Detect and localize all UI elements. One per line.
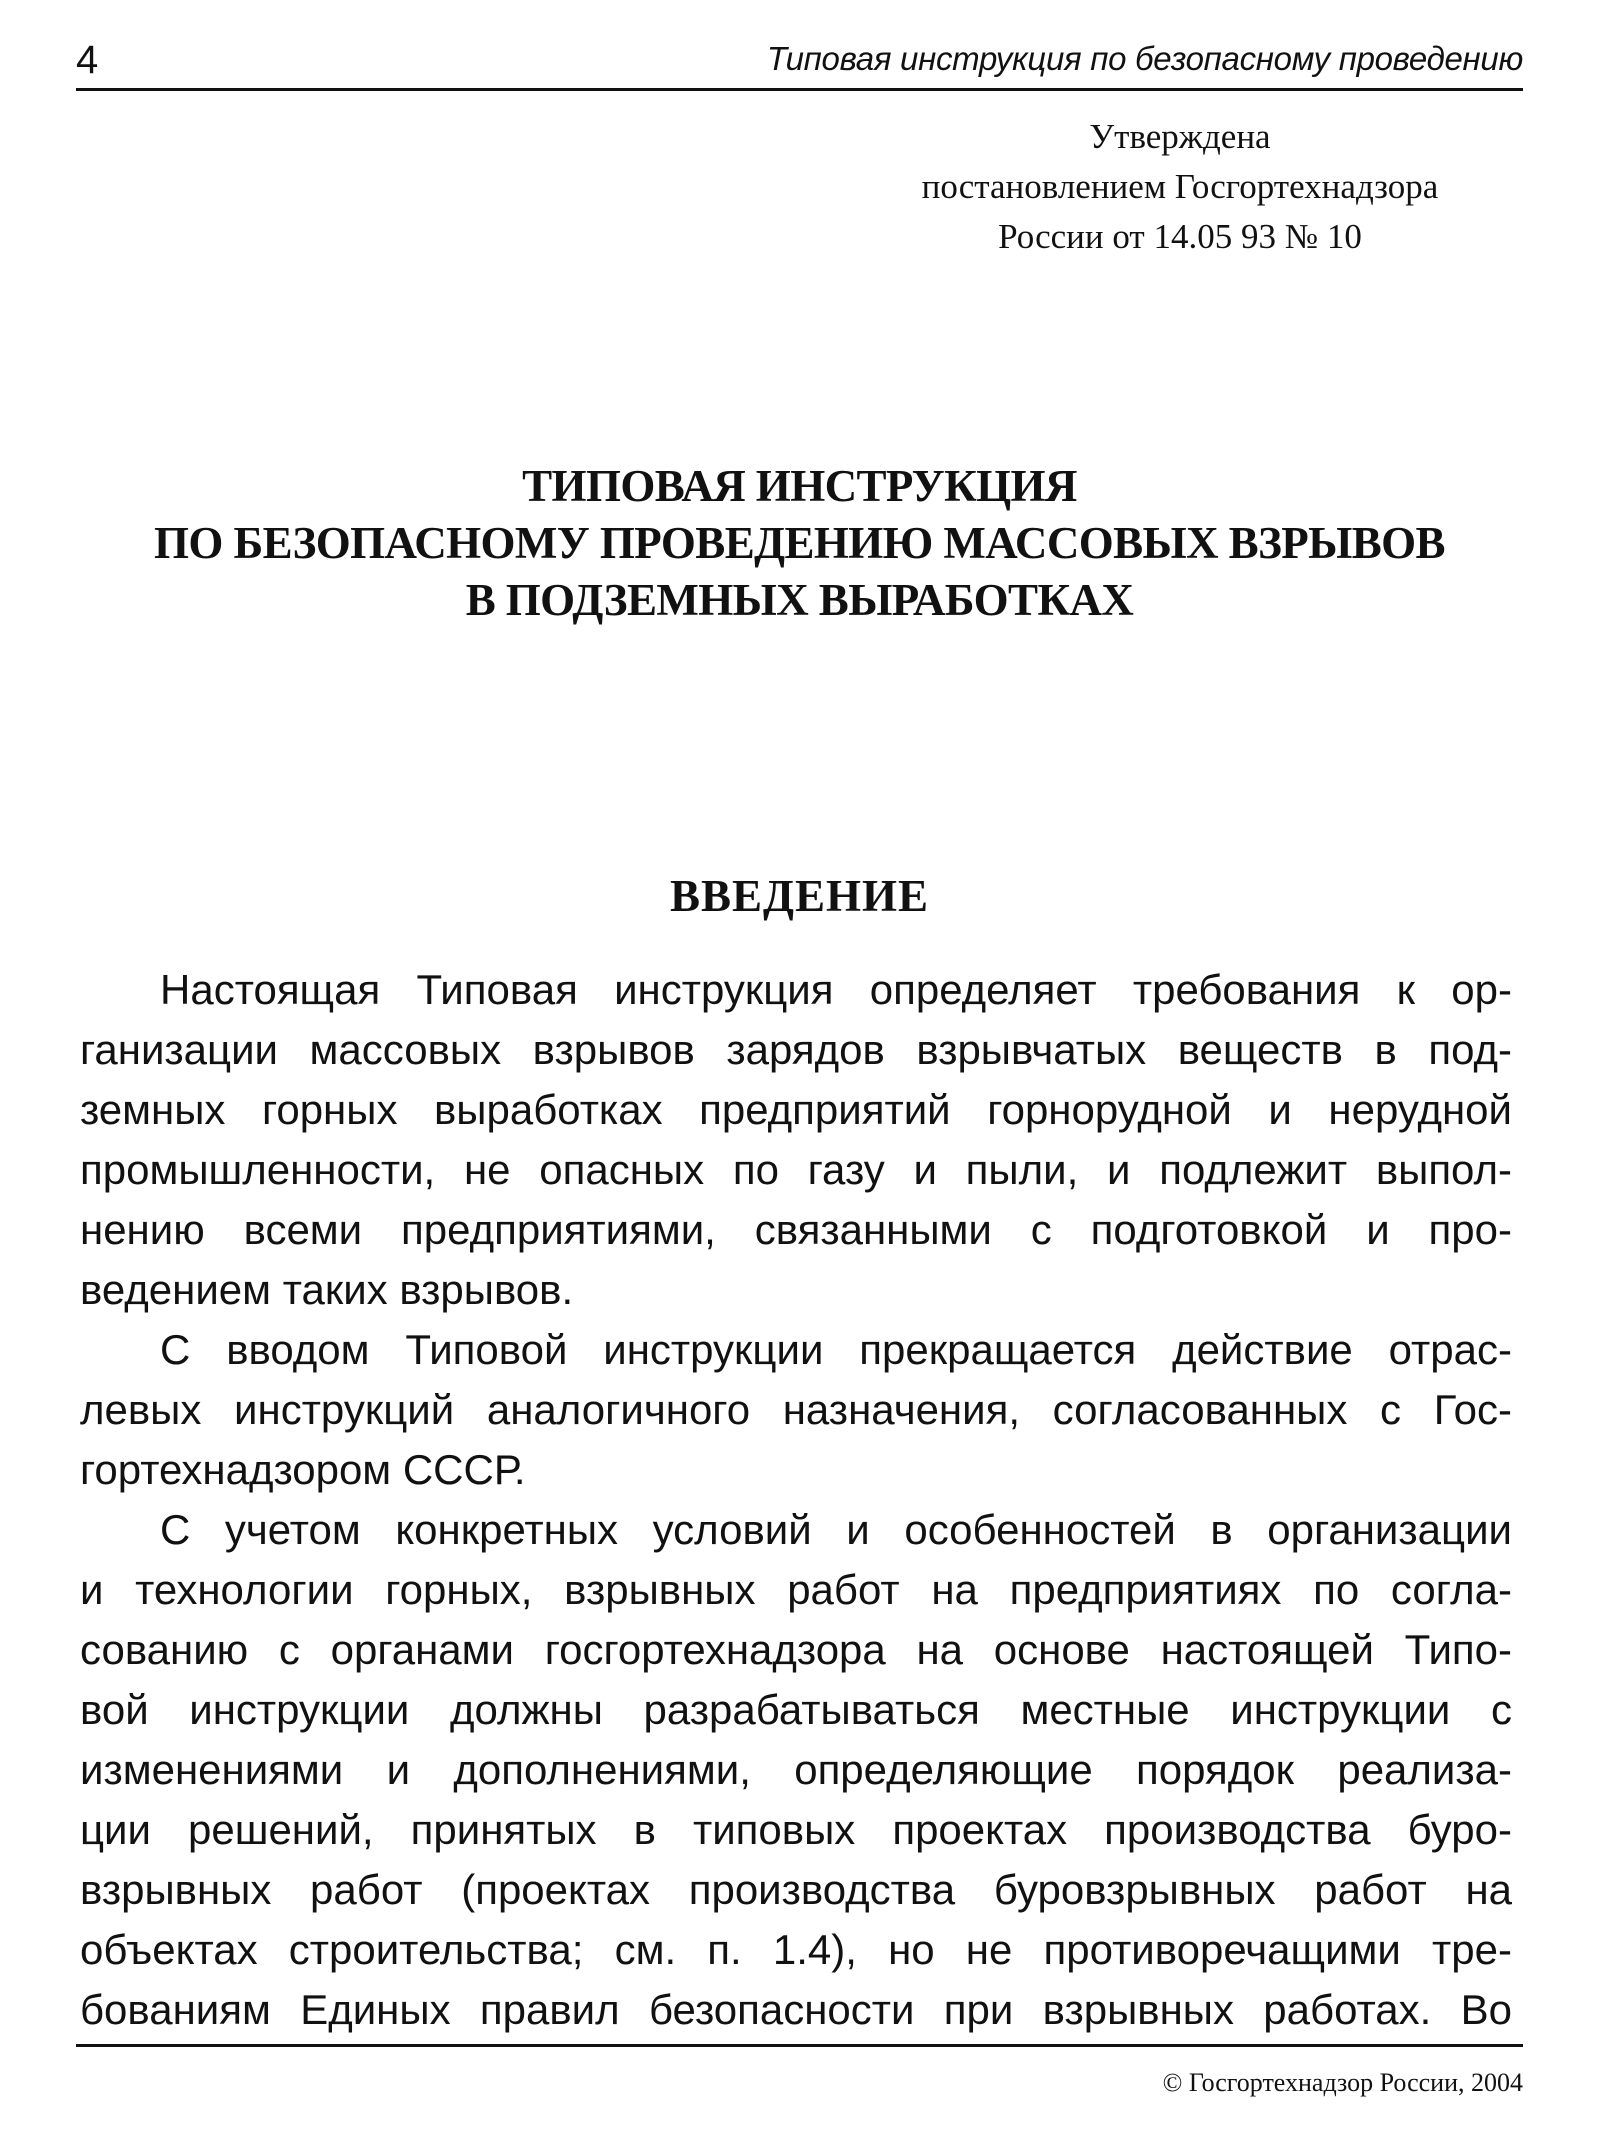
text-line: Настоящая Типовая инструкция определяет требования к ор- xyxy=(160,966,1512,1013)
paragraph-1 xyxy=(80,960,1512,1320)
text-line: бованиям Единых правил безопасности при взрывных работах. Во xyxy=(80,1986,1512,2033)
text-line: изменениями и дополнениями, определяющие порядок реализа- xyxy=(80,1746,1512,1793)
header-rule xyxy=(76,88,1523,91)
text-line: С учетом конкретных условий и особенностей в организации xyxy=(160,1506,1512,1553)
approval-block xyxy=(780,112,1580,262)
text-line: взрывных работ (проектах производства буровзрывных работ на xyxy=(80,1866,1512,1913)
page-number: 4 xyxy=(76,38,99,82)
text-line: левых инструкций аналогичного назначения, согласованных с Гос- xyxy=(80,1386,1512,1433)
approval-line: России от 14.05 93 № 10 xyxy=(998,217,1362,256)
running-header-title: Типовая инструкция по безопасному проведению xyxy=(766,40,1523,77)
section-heading: ВВЕДЕНИЕ xyxy=(669,871,930,921)
text-line: и технологии горных, взрывных работ на предприятиях по согла- xyxy=(80,1566,1512,1613)
text-line: земных горных выработках предприятий горнорудной и нерудной xyxy=(80,1086,1512,1133)
text-line: промышленности, не опасных по газу и пыли, и подлежит выпол- xyxy=(80,1146,1512,1193)
text-line: ции решений, принятых в типовых проектах производства буро- xyxy=(80,1806,1512,1853)
document-title xyxy=(76,458,1523,629)
footer-rule xyxy=(76,2044,1523,2047)
text-line: ганизации массовых взрывов зарядов взрывчатых веществ в под- xyxy=(80,1026,1512,1073)
text-line: сованию с органами госгортехнадзора на основе настоящей Типо- xyxy=(80,1626,1512,1673)
text-line: С вводом Типовой инструкции прекращается действие отрас- xyxy=(160,1326,1512,1373)
text-line: гортехнадзором СССР. xyxy=(80,1446,526,1493)
document-title-line: ТИПОВАЯ ИНСТРУКЦИЯ xyxy=(522,461,1077,511)
approval-line: Утверждена xyxy=(1089,117,1271,156)
approval-line: постановлением Госгортехнадзора xyxy=(921,167,1439,206)
text-line: вой инструкции должны разрабатываться местные инструкции с xyxy=(80,1686,1512,1733)
paragraph-2 xyxy=(80,1320,1512,1500)
text-line: нению всеми предприятиями, связанными с подготовкой и про- xyxy=(80,1206,1512,1253)
copyright-notice: © Госгортехнадзор России, 2004 xyxy=(1162,2068,1523,2097)
document-title-line: ПО БЕЗОПАСНОМУ ПРОВЕДЕНИЮ МАССОВЫХ ВЗРЫВОВ xyxy=(154,518,1445,568)
document-title-line: В ПОДЗЕМНЫХ ВЫРАБОТКАХ xyxy=(465,575,1134,625)
text-line: ведением таких взрывов. xyxy=(80,1266,574,1313)
body-text xyxy=(80,960,1512,2040)
text-line: объектах строительства; см. п. 1.4), но не противоречащими тре- xyxy=(80,1926,1512,1973)
paragraph-3 xyxy=(80,1500,1512,2040)
